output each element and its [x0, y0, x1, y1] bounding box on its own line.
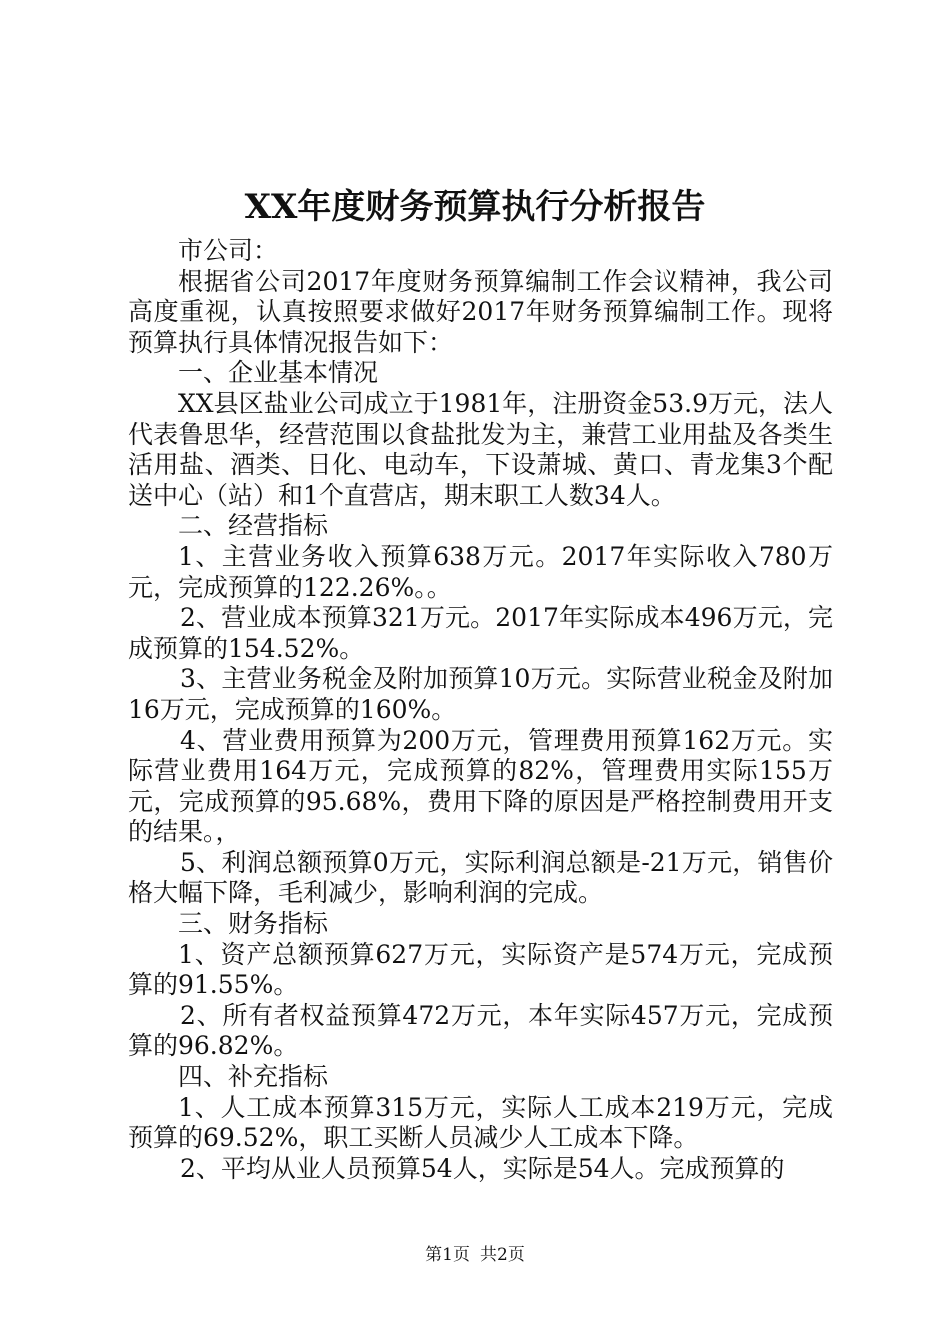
page-number-total: 共2页	[480, 1245, 525, 1265]
paragraph-financial-1: 1、资产总额预算627万元，实际资产是574万元，完成预算的91.55%。	[128, 939, 833, 1000]
paragraph-operating-1: 1、主营业务收入预算638万元。2017年实际收入780万元，完成预算的122.26%。。	[128, 541, 833, 602]
paragraph-operating-4: 4、营业费用预算为200万元，管理费用预算162万元。实际营业费用164万元，完成预算的82%，管理费用实际155万元，完成预算的95.68%，费用下降的原因是严格控制费用开支的结果。，	[128, 725, 833, 847]
document-title: XX年度财务预算执行分析报告	[244, 187, 706, 227]
paragraph-basic-info: XX县区盐业公司成立于1981年，注册资金53.9万元，法人代表鲁思华，经营范围以食盐批发为主，兼营工业用盐及各类生活用盐、酒类、日化、电动车，下设萧城、黄口、青龙集3个配送中心（站）和1个直营店，期末职工人数34人。	[128, 388, 833, 510]
paragraph-operating-2: 2、营业成本预算321万元。2017年实际成本496万元，完成预算的154.52%。	[128, 603, 833, 663]
paragraph-financial-2: 2、所有者权益预算472万元，本年实际457万元，完成预算的96.82%。	[128, 1000, 833, 1061]
section-heading-financial-indicators: 三、财务指标	[178, 909, 329, 939]
paragraph-supplementary-1: 1、人工成本预算315万元，实际人工成本219万元，完成预算的69.52%，职工买断人员减少人工成本下降。	[128, 1092, 833, 1153]
paragraph-supplementary-2: 2、平均从业人员预算54人，实际是54人。完成预算的	[180, 1153, 785, 1183]
page-footer	[0, 1243, 950, 1267]
section-heading-basic-info: 一、企业基本情况	[178, 358, 379, 388]
section-heading-operating-indicators: 二、经营指标	[178, 511, 329, 541]
paragraph-operating-5: 5、利润总额预算0万元，实际利润总额是-21万元，销售价格大幅下降，毛利减少，影响利润的完成。	[128, 847, 833, 908]
section-heading-supplementary-indicators: 四、补充指标	[178, 1062, 329, 1092]
document-body	[128, 236, 833, 1184]
paragraph-operating-3: 3、主营业务税金及附加预算10万元。实际营业税金及附加16万元，完成预算的160%。	[128, 664, 833, 724]
page-number-current: 第1页	[425, 1245, 470, 1265]
paragraph-intro: 根据省公司2017年度财务预算编制工作会议精神，我公司高度重视，认真按照要求做好2017年财务预算编制工作。现将预算执行具体情况报告如下：	[128, 266, 833, 357]
salutation: 市公司：	[178, 236, 279, 265]
